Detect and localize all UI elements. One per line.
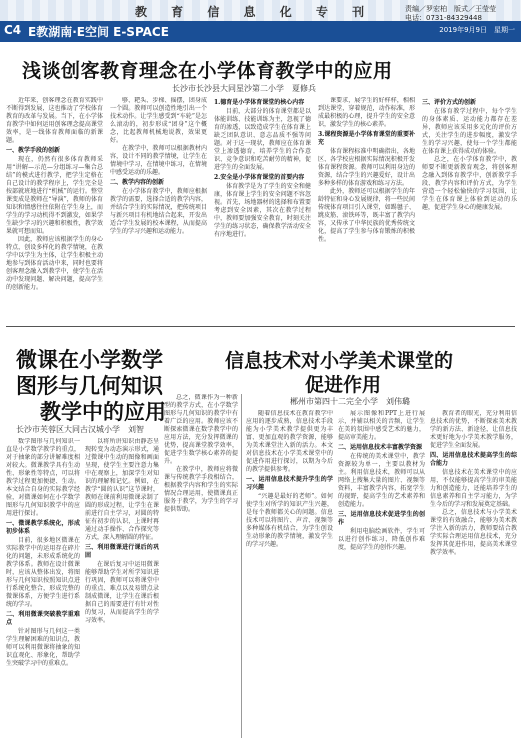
section-subheading: 三、利用微课进行课后的巩固 [85, 544, 159, 559]
section-banner-text: 教 育 信 息 化 专 刊 [135, 5, 375, 19]
paragraph: 现在，仍然有很多体育教师采用“讲解—示范—分组练习—集合总结”的模式进行教学，把学生定格在自己设计的教学程序上，学生完全是按部就班地进行“机械”的运行。整堂课变成是教师在“导演”，教师的体育知识和情感往往依附在学生身上，而学生的学习动机得不到激发，如果学生缺少学习的兴趣和积极性，教学效果就可想而知。 [6, 156, 103, 235]
section-subheading: 1.德育是小学体育课堂的核心内容 [214, 99, 305, 106]
section-subheading: 一、教学手段的创新 [6, 147, 61, 154]
paragraph: 因此，教师应该根据学生的身心特点，创设多样化的教学情境，在教学中以学生为主体，让学生积极主动地参与到体育活动中来，同时也要将创客理念融入到教学中，使学生在活动中发现问题、解决问题，提高学生的创新能力。 [6, 236, 103, 291]
article1-col3 [214, 97, 311, 321]
editor-info [405, 5, 515, 23]
paragraph: 信息技术在美术课堂中的应用，不仅能够提高学生的审美能力和创造能力，还能培养学生的信息素养和自主学习能力，为学生今后的学习和发展奠定基础。 [430, 469, 517, 508]
article3-byline: 郴州市第四十二完全小学 刘伟璐 [290, 397, 410, 406]
article2-headline-line3: 教学中的应用 [40, 400, 166, 424]
section-subheading: 二、运用信息技术丰富教学资源 [338, 444, 423, 451]
article1-headline: 浅谈创客教育理念在小学体育教学中的应用 [22, 60, 393, 82]
section-subheading: 一、运用信息技术提升学生的学习兴趣 [246, 476, 333, 491]
article1-col1 [6, 97, 103, 321]
article3-headline-line1: 信息技术对小学美术课堂的 [225, 350, 454, 372]
article2-byline: 长沙市芙蓉区大同古汉城小学 刘智 [16, 425, 144, 434]
column-title: E教湖南·E空间 E-SPACE [28, 25, 169, 39]
paragraph: 展示图像和PPT上进行展示，并辅以相关的音频，让学生在美的氛围中感受艺术的魅力，提高审美能力。 [338, 410, 425, 441]
paragraph: 体育课程标准中明确指出，各地区、各学校应根据实际情况积极开发体育课程资源。教师可以利用身边的资源，结合学生的兴趣爱好，设计出多种多样的体育游戏和练习方法。 [318, 148, 415, 187]
article3-col1 [246, 410, 333, 738]
article2-col1 [6, 438, 80, 738]
paragraph: 体育教学是为了学生的安全和健康，体育课上学生的安全问题不容忽视。首先，场地器材的选择和布置要考虑到安全因素，其次在教学过程中，教师要加强安全教育，时刻关注学生的练习状态，确保教学活动安全有序地进行。 [214, 183, 311, 238]
paragraph: 目前，很多地区微课在实际教学中的运用存在碎片化的问题，未形成系统化的教学体系。教师在设计微课时，应该从整体出发，将图形与几何知识按照知识点进行系统化整合，形成完整的微课体系，方便学生进行系统的学习。 [6, 537, 80, 608]
article2-headline-line2: 图形与几何知识 [16, 374, 163, 398]
header-rule [0, 40, 521, 42]
section-subheading: 三、运用信息技术促进学生的创作 [338, 511, 425, 526]
paragraph: 在课后复习中运用微课能够帮助学生对所学知识进行巩固，教师可以将课堂中的重点、难点以及易错点录制成微课，让学生在课后根据自己的需要进行有针对性的复习，从而提高学生的学习效率。 [85, 561, 159, 624]
paragraph: 在教学中，教师可以根据教材内容，设计不同的教学情境，让学生在情境中学习，在情境中练习，在情境中感受运动的乐趣。 [110, 145, 207, 176]
article2-col3 [164, 394, 238, 738]
paragraph: 教育者的眼光，充分利用信息技术的优势，不断探索美术教学的新方法、新途径，让信息技术更好地为小学美术教学服务，促进学生全面发展。 [430, 410, 517, 449]
section-subheading: 二、教学内容的创新 [110, 179, 165, 186]
article3-col3 [430, 410, 517, 738]
section-subheading: 3.课程资源是小学体育课堂的重要补充 [318, 131, 415, 146]
article1-col5 [422, 97, 517, 321]
article1-col2 [110, 97, 207, 321]
paragraph: 课要求，展学生的好样样，相相到达课堂，穿着规范，动作标准，形成最积极的心理，提升学生的安全意识，激发学生的核心素养。 [318, 97, 415, 128]
page-number: C4 [4, 23, 22, 37]
paragraph: 在体育教学过程中，每个学生的身体素质、运动能力都存在差异，教师应该采用多元化的评价方式，关注学生的进步幅度，激发学生的学习兴趣，使每一个学生都能在体育课上获得成功的体验。 [422, 108, 517, 155]
article-divider [6, 326, 515, 327]
issue-date: 2019年9月9日 星期一 [439, 26, 515, 34]
paragraph: 利用电脑绘画软件，学生可以进行创作练习，降低创作难度，提高学生的创作兴趣。 [338, 528, 425, 551]
article2-col2 [85, 438, 159, 738]
editor-line: 责编／罗宏柏 版式／王莹莹 [405, 5, 496, 13]
column-divider [241, 394, 242, 738]
paragraph: 目前，大部分的体育课堂都是以体能训练、技能训练为主，忽视了德育的渗透，以致造成学生在体育课上缺乏团队意识、意志品质不强等问题。对于这一现状，教师应在体育课堂上渗透德育，培养学生的合作意识、竞争意识和吃苦耐劳的精神，促进学生的全面发展。 [214, 108, 311, 171]
paragraph: 在小学体育教学中，教师应根据教学的需要，选择合适的教学内容，并结合学生的实际情况，把传统项目与新兴项目有机地结合起来，开发出适合学生发展的校本课程，从而提高学生的学习兴趣和运动能力。 [110, 188, 207, 235]
section-subheading: 二、利用微课突破教学重难点 [6, 611, 80, 626]
paragraph: 总之，微课作为一种新型的教学方式，在小学数学图形与几何知识的教学中有着广泛的应用。教师应该不断探索微课在数学教学中的应用方法，充分发挥微课的优势，提高课堂教学效率，促进学生数学核心素养的提升。 [164, 394, 238, 465]
paragraph: 在教学中，教师应将微课与传统教学手段相结合，根据教学内容和学生的实际情况合理运用，使微课真正服务于教学，为学生的学习提供帮助。 [164, 466, 238, 513]
section-subheading: 四、运用信息技术提高学生的综合能力 [430, 452, 517, 467]
paragraph: 在传统的美术课堂中，教学资源较为单一，主要以教材为主。利用信息技术，教师可以从网络上搜集大量的图片、视频等资料，丰富教学内容，拓宽学生的视野，提高学生的艺术素养和创造能力。 [338, 453, 425, 508]
paragraph: 数学图形与几何知识一直是小学数学教学的重点，对于抽象的部分讲解难度相对较大。微课教学具有生动性、形象性等特点，可以将教学过程更加便捷、生动。本文结合自身的实际教学经验，对微课如何在小学数学图形与几何知识教学中的应用进行探讨。 [6, 438, 80, 517]
phone-line: 电话：0731-84329448 [405, 14, 482, 22]
article1-byline: 长沙市长沙县大同星沙第二小学 夏修兵 [172, 84, 316, 93]
article3-col2 [338, 410, 425, 738]
paragraph: 近年来，创客理念在教育实践中不断得到发展，这也推动了学校体育教育的改革与发展。当下，在小学体育教学中如何运用创客理念提高课堂效率，是一线体育教师面临的新课题。 [6, 97, 103, 144]
paragraph: 够、耙头、步梯、摇摆，团身成一个圆。教师可以创造性地引出一个技术动作。让学生感受到“车轮”是怎么滚动的，初步形成“团身”这个概念，比起教师机械地说教，效果更好。 [110, 97, 207, 144]
paragraph: “兴趣是最好的老师”。如何使学生对所学的知识产生兴趣，是每个教师都关心的问题。信息技术可以将图片、声音、视频等多种媒体有机结合，为学生创设生动形象的教学情境，激发学生的学习兴趣。 [246, 493, 333, 548]
section-subheading: 2.安全是小学体育课堂的首要内容 [214, 174, 305, 181]
section-subheading: 三、评价方式的创新 [422, 99, 477, 106]
paragraph: 随着信息技术在教育教学中应用的逐步成熟，信息技术手段能为小学美术教学提供更为丰富、更加直观的教学资源，能够为美术课堂注入新的活力。本文对信息技术在小学美术课堂中的促进作用进行探讨，以期为今后的教学提供参考。 [246, 410, 333, 473]
paragraph: 总之，在小学体育教学中，教师要不断更新教育观念，将创客理念融入到体育教学中，创新教学手段、教学内容和评价方式，为学生营造一个轻松愉快的学习氛围，让学生在体育课上体验到运动的乐趣，促进学生身心的健康发展。 [422, 156, 517, 211]
paragraph: 以将所讲知识由静态呈现转变为动态演示形式，通过微课中生动的图像和画面呈现，使学生主要注意力集中在观察上，加深学生对知识的理解和记忆。例如，在教学“圆的认识”这节课时，教师在课前利用微课录制了圆的形成过程，让学生在课前进行自主学习，对圆的特征有初步的认识，上课时再通过动手操作、合作探究等方式，深入理解圆的特征。 [85, 438, 159, 541]
paragraph: 总之，信息技术与小学美术课堂的有效融合，能够为美术教学注入新的活力，教师要结合教学实际合理运用信息技术，充分发挥其促进作用，提高美术课堂教学效率。 [430, 509, 517, 556]
paragraph: 针对图形与几何这一类学生理解困难的知识点，教师可以利用微课将抽象的知识直观化、形象化，帮助学生突破学习中的重难点。 [6, 628, 80, 667]
paragraph: 此外，教师还可以根据学生的年龄特征和身心发展规律，将一些民间传统体育项目引入课堂，如踢毽子、跳皮筋、滚铁环等，既丰富了教学内容，又传承了中华民族的优秀传统文化，提高了学生参与体育锻炼的积极性。 [318, 188, 415, 243]
section-subheading: 一、微课教学系统化，形成初步体系 [6, 520, 80, 535]
article2-headline-line1: 微课在小学数学 [16, 348, 163, 372]
article1-col4 [318, 97, 415, 321]
article3-headline-line2: 促进作用 [305, 374, 382, 396]
